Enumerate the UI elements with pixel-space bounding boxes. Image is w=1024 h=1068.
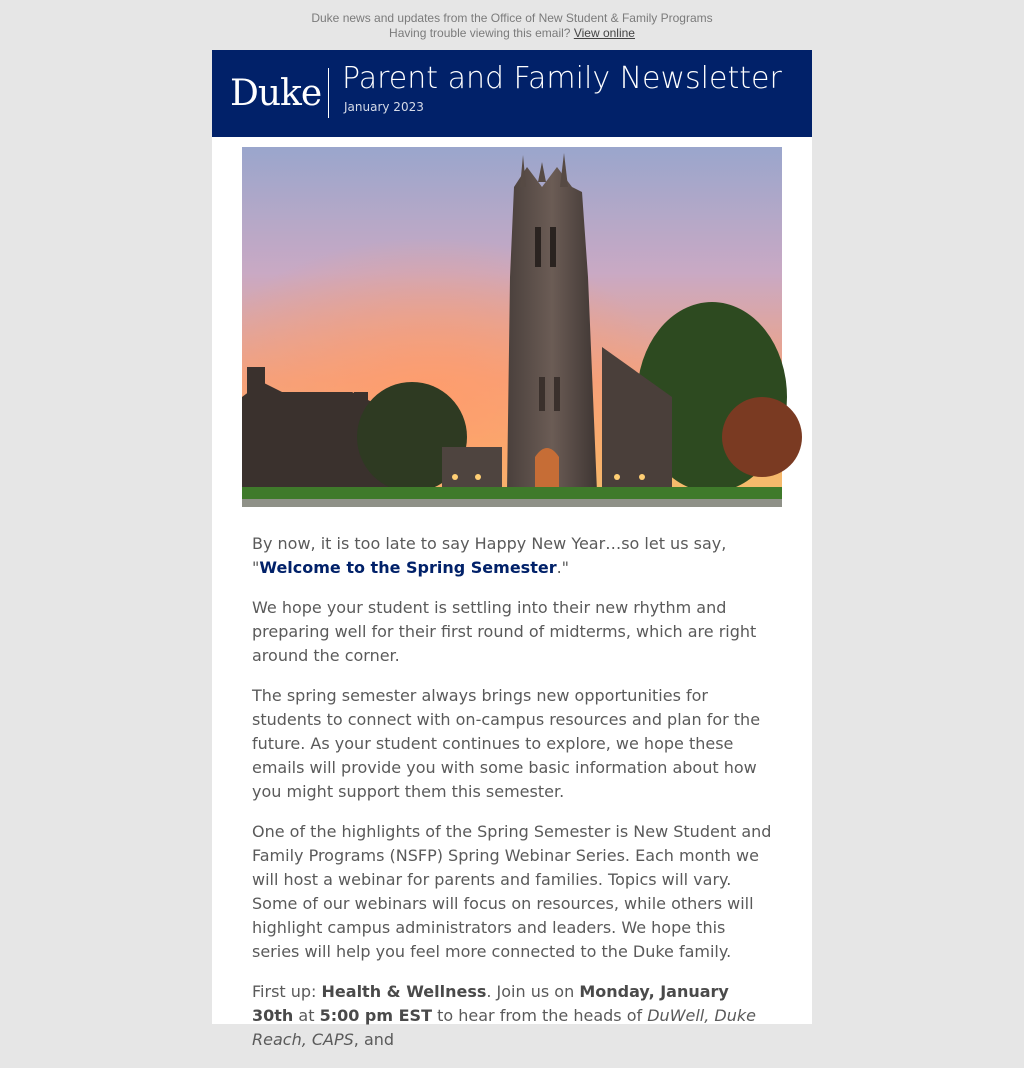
webinar-topic: Health & Wellness: [321, 982, 487, 1001]
newsletter-header: [212, 50, 812, 137]
view-online-link[interactable]: View online: [573, 26, 635, 40]
preheader-line1: Duke news and updates from the Office of New Student & Family Programs: [311, 11, 713, 25]
midterms-paragraph: We hope your student is settling into their new rhythm and preparing well for their first round of midterms, which are right around the corner.: [252, 598, 757, 665]
first-webinar-paragraph: [252, 980, 774, 1052]
newsletter-body: [252, 532, 774, 1068]
preheader: [0, 11, 1024, 41]
header-divider: [328, 68, 329, 118]
hear-from-text: to hear from the heads of: [432, 1006, 648, 1025]
welcome-spring-semester: Welcome to the Spring Semester: [259, 558, 557, 577]
preheader-line2: [0, 26, 1024, 41]
and-text: , and: [353, 1030, 395, 1049]
webinar-time: 5:00 pm EST: [319, 1006, 432, 1025]
intro-end: .": [556, 558, 570, 577]
newsletter-date: January 2023: [344, 100, 424, 114]
webinar-date: Monday, January 30th: [252, 982, 729, 1025]
intro-paragraph: [252, 532, 774, 580]
newsletter-title: Parent and Family Newsletter: [342, 61, 782, 96]
preheader-trouble-text: Having trouble viewing this email?: [389, 26, 571, 40]
opportunities-paragraph: The spring semester always brings new opportunities for students to connect with on-campus resources and plan for the future. As your student continues to explore, we hope these emails will provide you with some basic information about how you might support them this semester.: [252, 686, 761, 801]
first-up-label: First up:: [252, 982, 322, 1001]
at-text: at: [293, 1006, 320, 1025]
campus-resources: DuWell, Duke Reach, CAPS: [252, 1006, 756, 1049]
join-text: . Join us on: [486, 982, 580, 1001]
duke-chapel-hero-image: [242, 147, 782, 507]
newsletter-card: [212, 50, 812, 1049]
webinar-series-paragraph: One of the highlights of the Spring Semester is New Student and Family Programs (NSFP) Spring Webinar Series. Each month we will host a webinar for parents and families. Topics will vary. Some of our webinars will focus on resources, while others will highlight campus administrators and leaders. We hope this series will help you feel more connected to the Duke family.: [252, 822, 772, 961]
duke-logo[interactable]: Duke: [230, 73, 322, 114]
intro-text: By now, it is too late to say Happy New Year…so let us say, ": [252, 534, 727, 577]
